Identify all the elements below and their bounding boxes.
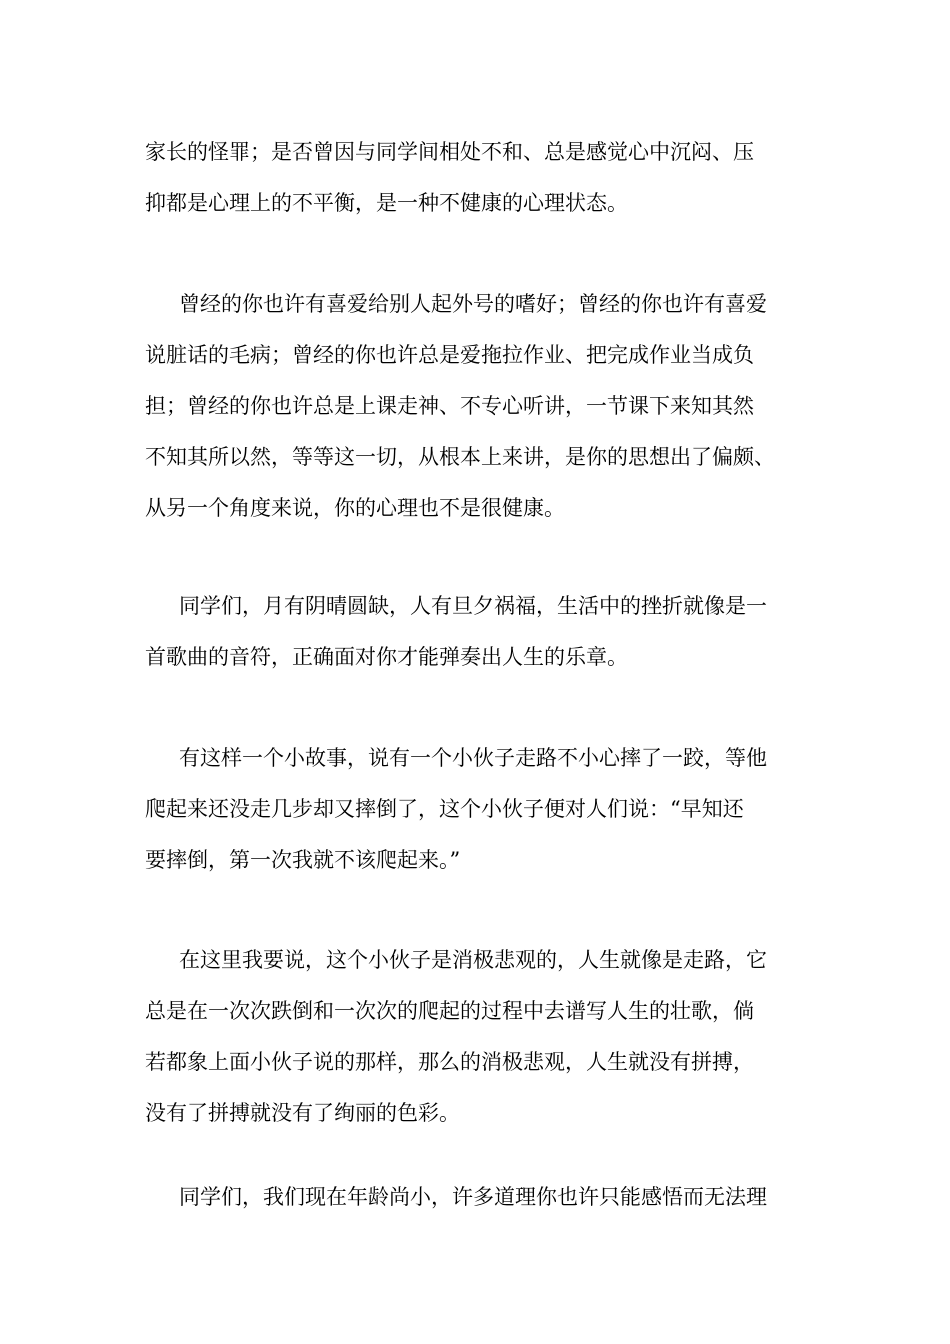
text-line: 首歌曲的音符，正确面对你才能弹奏出人生的乐章。 xyxy=(145,645,628,669)
paragraph-2 xyxy=(145,279,815,534)
text-line: 担；曾经的你也许总是上课走神、不专心听讲，一节课下来知其然 xyxy=(145,394,754,418)
text-line: 爬起来还没走几步却又摔倒了，这个小伙子便对人们说：“早知还 xyxy=(145,797,744,821)
text-line: 曾经的你也许有喜爱给别人起外号的嗜好；曾经的你也许有喜爱 xyxy=(179,292,767,316)
paragraph-3 xyxy=(145,581,815,683)
paragraph-5 xyxy=(145,935,815,1139)
paragraph-6 xyxy=(145,1172,815,1223)
text-line: 没有了拼搏就没有了绚丽的色彩。 xyxy=(145,1101,460,1125)
text-line: 同学们，我们现在年龄尚小，许多道理你也许只能感悟而无法理 xyxy=(179,1185,767,1209)
text-line: 若都象上面小伙子说的那样，那么的消极悲观，人生就没有拼搏， xyxy=(145,1050,754,1074)
text-line: 同学们，月有阴晴圆缺，人有旦夕祸福，生活中的挫折就像是一 xyxy=(179,594,767,618)
text-line: 要摔倒，第一次我就不该爬起来。” xyxy=(145,848,461,872)
text-line: 在这里我要说，这个小伙子是消极悲观的，人生就像是走路，它 xyxy=(179,948,767,972)
text-line: 抑都是心理上的不平衡，是一种不健康的心理状态。 xyxy=(145,191,628,215)
text-line: 说脏话的毛病；曾经的你也许总是爱拖拉作业、把完成作业当成负 xyxy=(145,343,754,367)
text-line: 从另一个角度来说，你的心理也不是很健康。 xyxy=(145,496,565,520)
text-line: 家长的怪罪；是否曾因与同学间相处不和、总是感觉心中沉闷、压 xyxy=(145,140,754,164)
text-line: 总是在一次次跌倒和一次次的爬起的过程中去谱写人生的壮歌，倘 xyxy=(145,999,754,1023)
paragraph-4 xyxy=(145,733,815,886)
text-line: 有这样一个小故事，说有一个小伙子走路不小心摔了一跤，等他 xyxy=(179,746,767,770)
paragraph-1 xyxy=(145,127,815,229)
text-line: 不知其所以然，等等这一切，从根本上来讲，是你的思想出了偏颇、 xyxy=(145,445,775,469)
